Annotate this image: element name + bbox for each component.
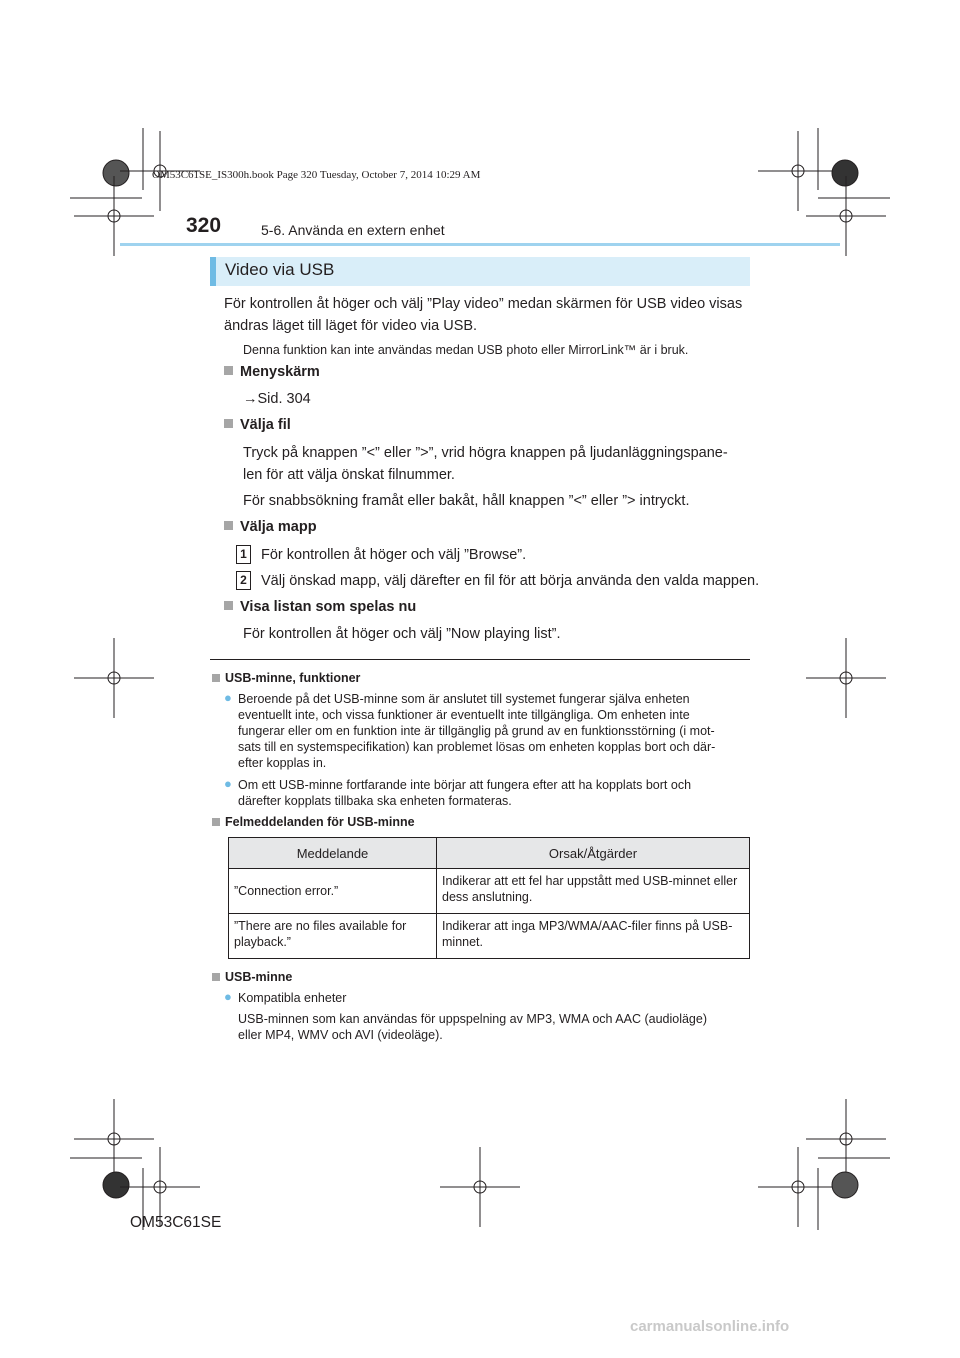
table-row [229, 869, 750, 914]
heading-playlist: Visa listan som spelas nu [224, 599, 416, 615]
message-cell: ”There are no files available for playback.” [229, 914, 437, 959]
footer-code: OM53C61SE [130, 1214, 222, 1231]
column-header-cause: Orsak/Åtgärder [437, 838, 750, 869]
usb-function-bullet-2: Om ett USB-minne fortfarande inte börjar att fungera efter att ha kopplats bort och därefter kopplats tillbaka ska enheten formateras. [238, 778, 692, 808]
usb-memory-text: USB-minnen som kan användas för uppspelning av MP3, WMA och AAC (audioläge) eller MP4, WMV och AVI (videoläge). [238, 1012, 707, 1042]
header-rule [120, 243, 840, 246]
intro-line-1: För kontrollen åt höger och välj ”Play video” medan skärmen för USB video visas [224, 296, 743, 312]
heading-file: Välja fil [224, 417, 291, 433]
book-info-line: OM53C61SE_IS300h.book Page 320 Tuesday, October 7, 2014 10:29 AM [152, 169, 481, 181]
table-header-row [229, 838, 750, 869]
section-title: 5-6. Använda en extern enhet [261, 222, 445, 238]
bullet-dot-icon: ● [224, 989, 232, 1004]
file-line-1: Tryck på knappen ”<” eller ”>”, vrid högra knappen på ljudanläggningspane- [243, 445, 728, 461]
column-header-message: Meddelande [229, 838, 437, 869]
cause-cell: Indikerar att ett fel har uppstått med USB-minnet eller dess anslutning. [437, 869, 750, 914]
folder-step-1: För kontrollen åt höger och välj ”Browse”. [261, 547, 527, 563]
step-number-2: 2 [236, 571, 251, 590]
square-bullet-icon [212, 973, 220, 981]
usb-memory-bullet: Kompatibla enheter [238, 991, 347, 1005]
step-number-1: 1 [236, 545, 251, 564]
cause-cell: Indikerar att inga MP3/WMA/AAC-filer finns på USB-minnet. [437, 914, 750, 959]
note-heading-usb-functions: USB-minne, funktioner [212, 670, 360, 686]
bullet-dot-icon: ● [224, 690, 232, 705]
square-bullet-icon [224, 521, 233, 530]
message-cell: ”Connection error.” [229, 869, 437, 914]
menu-ref[interactable]: →Sid. 304 [243, 391, 311, 407]
file-line-2: len för att välja önskat filnummer. [243, 467, 455, 483]
usb-function-bullet-1: Beroende på det USB-minne som är anslutet till systemet fungerar själva enheten eventuellt inte, och vissa funktioner är eventuellt inte tillgängliga. Om enheten inte fungerar eller om en funktion inte är tillgänglig på grund av en funktionsstörning (i mot- sats till en systemspecifikation) kan problemet lösas om enheten kopplas bort och där- efter kopplas in. [238, 692, 716, 770]
heading-folder: Välja mapp [224, 519, 317, 535]
folder-step-2: Välj önskad mapp, välj därefter en fil för att börja använda den valda mappen. [261, 573, 760, 589]
square-bullet-icon [224, 366, 233, 375]
file-line-3: För snabbsökning framåt eller bakåt, håll knappen ”<” eller ”> intryckt. [243, 493, 690, 509]
page-number: 320 [186, 214, 222, 237]
note-heading-error-messages: Felmeddelanden för USB-minne [212, 814, 415, 830]
square-bullet-icon [224, 601, 233, 610]
heading-menu: Menyskärm [224, 364, 320, 380]
banner-title: Video via USB [225, 260, 335, 279]
intro-line-2: ändras läget till läget för video via USB. [224, 318, 478, 334]
square-bullet-icon [212, 818, 220, 826]
notes-divider [210, 659, 750, 660]
error-message-table [228, 837, 750, 959]
watermark: carmanualsonline.info [630, 1318, 790, 1335]
table-row [229, 914, 750, 959]
arrow-icon: → [243, 391, 258, 407]
playlist-text: För kontrollen åt höger och välj ”Now playing list”. [243, 626, 561, 642]
intro-note: Denna funktion kan inte användas medan USB photo eller MirrorLink™ är i bruk. [243, 343, 689, 357]
square-bullet-icon [224, 419, 233, 428]
note-heading-usb-memory: USB-minne [212, 969, 292, 985]
bullet-dot-icon: ● [224, 776, 232, 791]
square-bullet-icon [212, 674, 220, 682]
topic-banner [210, 257, 750, 286]
